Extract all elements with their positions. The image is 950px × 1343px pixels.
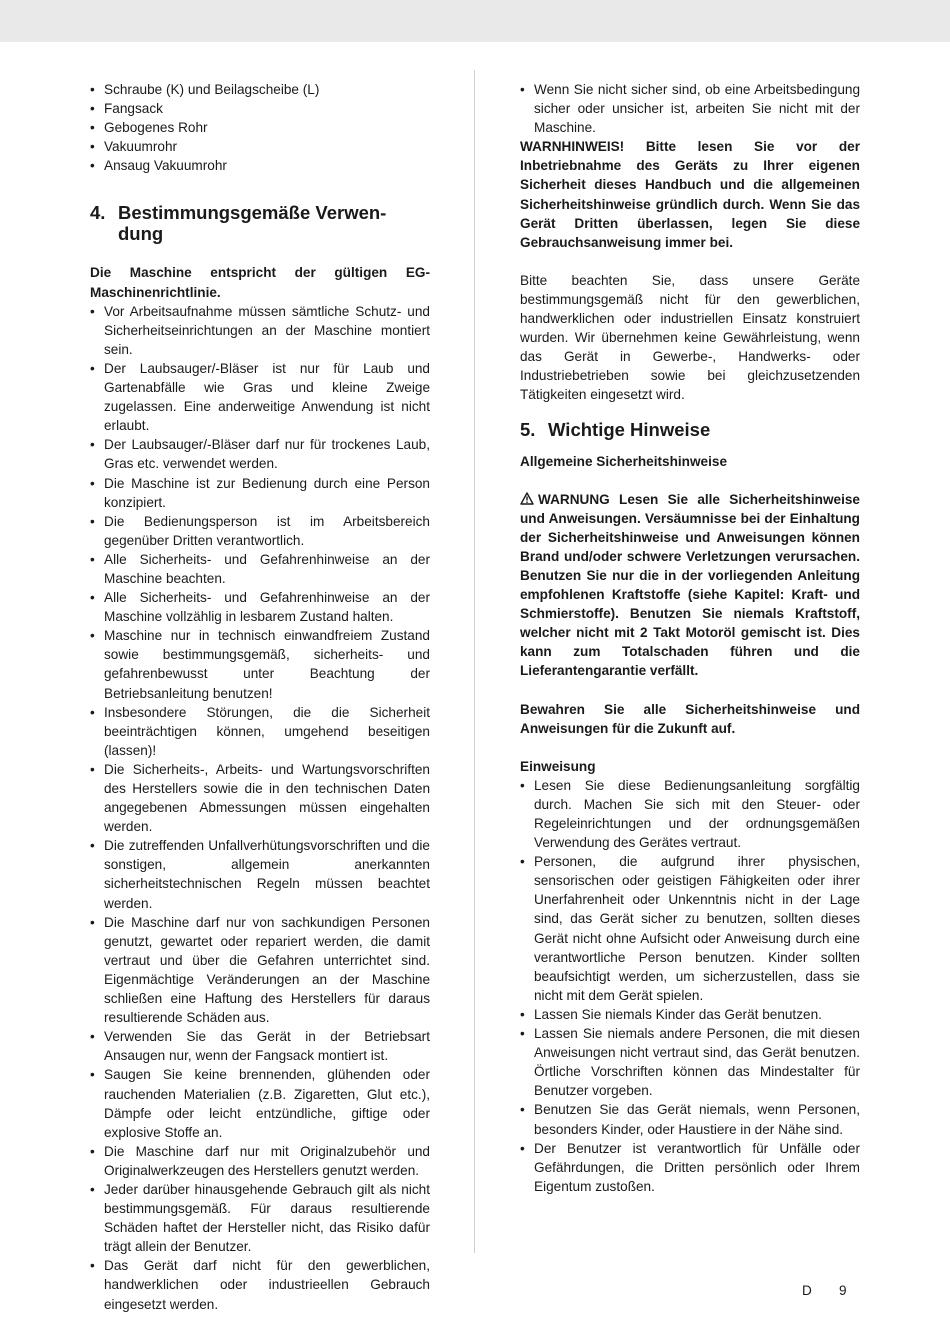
warning-triangle-icon bbox=[520, 492, 534, 505]
section-4-intro: Die Maschine entspricht der gültigen EG-Maschinenrichtlinie. bbox=[90, 265, 430, 300]
list-item: • Insbesondere Störungen, die die Sicherheit beeinträchtigen können, umgehend beseitigen (lassen)! bbox=[90, 703, 430, 760]
list-item: • Maschine nur in technisch einwandfreiem Zustand sowie bestimmungsgemäß, sicherheits- und gefahrenbewusst unter Beachtung der Betriebsanleitung benutzen! bbox=[90, 626, 430, 702]
list-item: • Der Laubsauger/-Bläser ist nur für Laub und Gartenabfälle wie Gras und kleine Zweige zugelassen. Eine anderweitige Anwendung ist nicht erlaubt. bbox=[90, 359, 430, 435]
list-item: • Die Bedienungsperson ist im Arbeitsbereich gegenüber Dritten verantwortlich. bbox=[90, 512, 430, 550]
top-bar bbox=[0, 0, 950, 42]
einweisung-heading: Einweisung bbox=[520, 758, 596, 774]
left-column bbox=[90, 80, 430, 1314]
list-item: • Vor Arbeitsaufnahme müssen sämtliche Schutz- und Sicherheitseinrichtungen an der Maschine montiert sein. bbox=[90, 302, 430, 359]
parts-list bbox=[90, 80, 430, 175]
section-number: 4. bbox=[90, 202, 106, 224]
list-item: • Gebogenes Rohr bbox=[90, 118, 430, 137]
right-column bbox=[520, 80, 860, 1196]
subheading-safety: Allgemeine Sicherheitshinweise bbox=[520, 453, 727, 469]
warnhinweis-text: WARNHINWEIS! Bitte lesen Sie vor der Inbetriebnahme des Geräts zu Ihrer eigenen Sicherheit dieses Handbuch und die allgemeinen Sicherheitshinweise gründlich durch. Wenn Sie das Gerät Dritten überlassen, legen Sie diese Gebrauchsanweisung immer bei. bbox=[520, 139, 860, 250]
list-item: • Personen, die aufgrund ihrer physischen, sensorischen oder geistigen Fähigkeiten oder ihrer Unerfahrenheit oder Unkenntnis nicht in der Lage sind, das Gerät sicher zu benutzen, sollten dieses Gerät nicht ohne Aufsicht oder Anweisung durch eine verantwortliche Person benutzen. Kinder sollten beaufsichtigt werden, um sicherzustellen, dass sie nicht mit dem Gerät spielen. bbox=[520, 852, 860, 1005]
column-divider bbox=[474, 70, 475, 1253]
list-item: • Jeder darüber hinausgehende Gebrauch gilt als nicht bestimmungsgemäß. Für daraus resultierende Schäden haftet der Hersteller nicht, das Risiko dafür trägt allein der Benutzer. bbox=[90, 1180, 430, 1256]
list-item: • Schraube (K) und Beilagscheibe (L) bbox=[90, 80, 430, 99]
list-item: • Verwenden Sie das Gerät in der Betriebsart Ansaugen nur, wenn der Fangsack montiert ist. bbox=[90, 1027, 430, 1065]
list-item: • Die zutreffenden Unfallverhütungsvorschriften und die sonstigen, allgemein anerkannten sicherheitstechnischen Regeln müssen beachtet werden. bbox=[90, 836, 430, 912]
einweisung-list bbox=[520, 776, 860, 1196]
section-title: Bestimmungsgemäße Verwen-dung bbox=[118, 202, 387, 245]
page-number: 9 bbox=[839, 1283, 847, 1298]
usage-paragraph: Bitte beachten Sie, dass unsere Geräte bestimmungsgemäß nicht für den gewerblichen, handwerklichen oder industriellen Einsatz konstruiert wurden. Wir übernehmen keine Gewährleistung, wenn das Gerät in Gewerbe-, Handwerks- oder Industriebetrieben sowie bei gleichzusetzenden Tätigkeiten eingesetzt wird. bbox=[520, 272, 860, 403]
list-item: • Der Benutzer ist verantwortlich für Unfälle oder Gefährdungen, die Dritten persönlich oder Ihrem Eigentum zustoßen. bbox=[520, 1139, 860, 1196]
list-item: • Der Laubsauger/-Bläser darf nur für trockenes Laub, Gras etc. verwendet werden. bbox=[90, 435, 430, 473]
warning-block bbox=[520, 490, 860, 681]
list-item: • Das Gerät darf nicht für den gewerblichen, handwerklichen oder industrieellen Gebrauch eingesetzt werden. bbox=[90, 1256, 430, 1313]
list-item: • Fangsack bbox=[90, 99, 430, 118]
page-language: D bbox=[802, 1283, 812, 1298]
list-item: • Die Maschine ist zur Bedienung durch eine Person konzipiert. bbox=[90, 474, 430, 512]
warning-text: WARNUNG Lesen Sie alle Sicherheitshinweise und Anweisungen. Versäumnisse bei der Einhaltung der Sicherheitshinweise und Anweisungen können Brand und/oder schwere Verletzungen verursachen. Benutzen Sie nur die in der vorliegenden Anleitung empfohlenen Kraftstoffe (siehe Kapitel: Kraft- und Schmierstoffe). Benutzen Sie niemals Kraftstoff, welcher nicht mit 2 Takt Motoröl gemischt ist. Dies kann zum Totalschaden führen und die Lieferantengarantie verfällt. bbox=[520, 491, 860, 679]
section-4-heading bbox=[90, 202, 428, 244]
list-item: • Alle Sicherheits- und Gefahrenhinweise an der Maschine vollzählig in lesbarem Zustand halten. bbox=[90, 588, 430, 626]
list-item: • Alle Sicherheits- und Gefahrenhinweise an der Maschine beachten. bbox=[90, 550, 430, 588]
list-item: • Ansaug Vakuumrohr bbox=[90, 156, 430, 175]
top-list bbox=[520, 80, 860, 137]
list-item: • Lesen Sie diese Bedienungsanleitung sorgfältig durch. Machen Sie sich mit den Steuer- oder Regeleinrichtungen und der ordnungsgemäßen Verwendung des Gerätes vertraut. bbox=[520, 776, 860, 852]
section-4-list bbox=[90, 302, 430, 1314]
list-item: • Vakuumrohr bbox=[90, 137, 430, 156]
list-item: • Wenn Sie nicht sicher sind, ob eine Arbeitsbedingung sicher oder unsicher ist, arbeiten Sie nicht mit der Maschine. bbox=[520, 80, 860, 137]
list-item: • Die Maschine darf nur von sachkundigen Personen genutzt, gewartet oder repariert werden, die damit vertraut und über die Gefahren unterrichtet sind. Eigenmächtige Veränderungen an der Maschine schließen eine Haftung des Herstellers für daraus resultierende Schäden aus. bbox=[90, 913, 430, 1028]
list-item: • Saugen Sie keine brennenden, glühenden oder rauchenden Materialien (z.B. Zigaretten, Glut etc.), Dämpfe oder leicht entzündliche, giftige oder explosive Stoffe an. bbox=[90, 1065, 430, 1141]
section-number: 5. bbox=[520, 418, 536, 440]
keep-instructions-text: Bewahren Sie alle Sicherheitshinweise und Anweisungen für die Zukunft auf. bbox=[520, 701, 860, 736]
list-item: • Benutzen Sie das Gerät niemals, wenn Personen, besonders Kinder, oder Haustiere in der Nähe sind. bbox=[520, 1100, 860, 1138]
list-item: • Lassen Sie niemals andere Personen, die mit diesen Anweisungen nicht vertraut sind, das Gerät benutzen. Örtliche Vorschriften können das Mindestalter für Benutzer vorgeben. bbox=[520, 1024, 860, 1100]
list-item: • Lassen Sie niemals Kinder das Gerät benutzen. bbox=[520, 1005, 860, 1024]
list-item: • Die Maschine darf nur mit Originalzubehör und Originalwerkzeugen des Herstellers genutzt werden. bbox=[90, 1142, 430, 1180]
section-title: Wichtige Hinweise bbox=[548, 418, 711, 440]
section-5-heading bbox=[520, 419, 860, 440]
list-item: • Die Sicherheits-, Arbeits- und Wartungsvorschriften des Herstellers sowie die in den technischen Daten angegebenen Abmessungen müssen eingehalten werden. bbox=[90, 760, 430, 836]
